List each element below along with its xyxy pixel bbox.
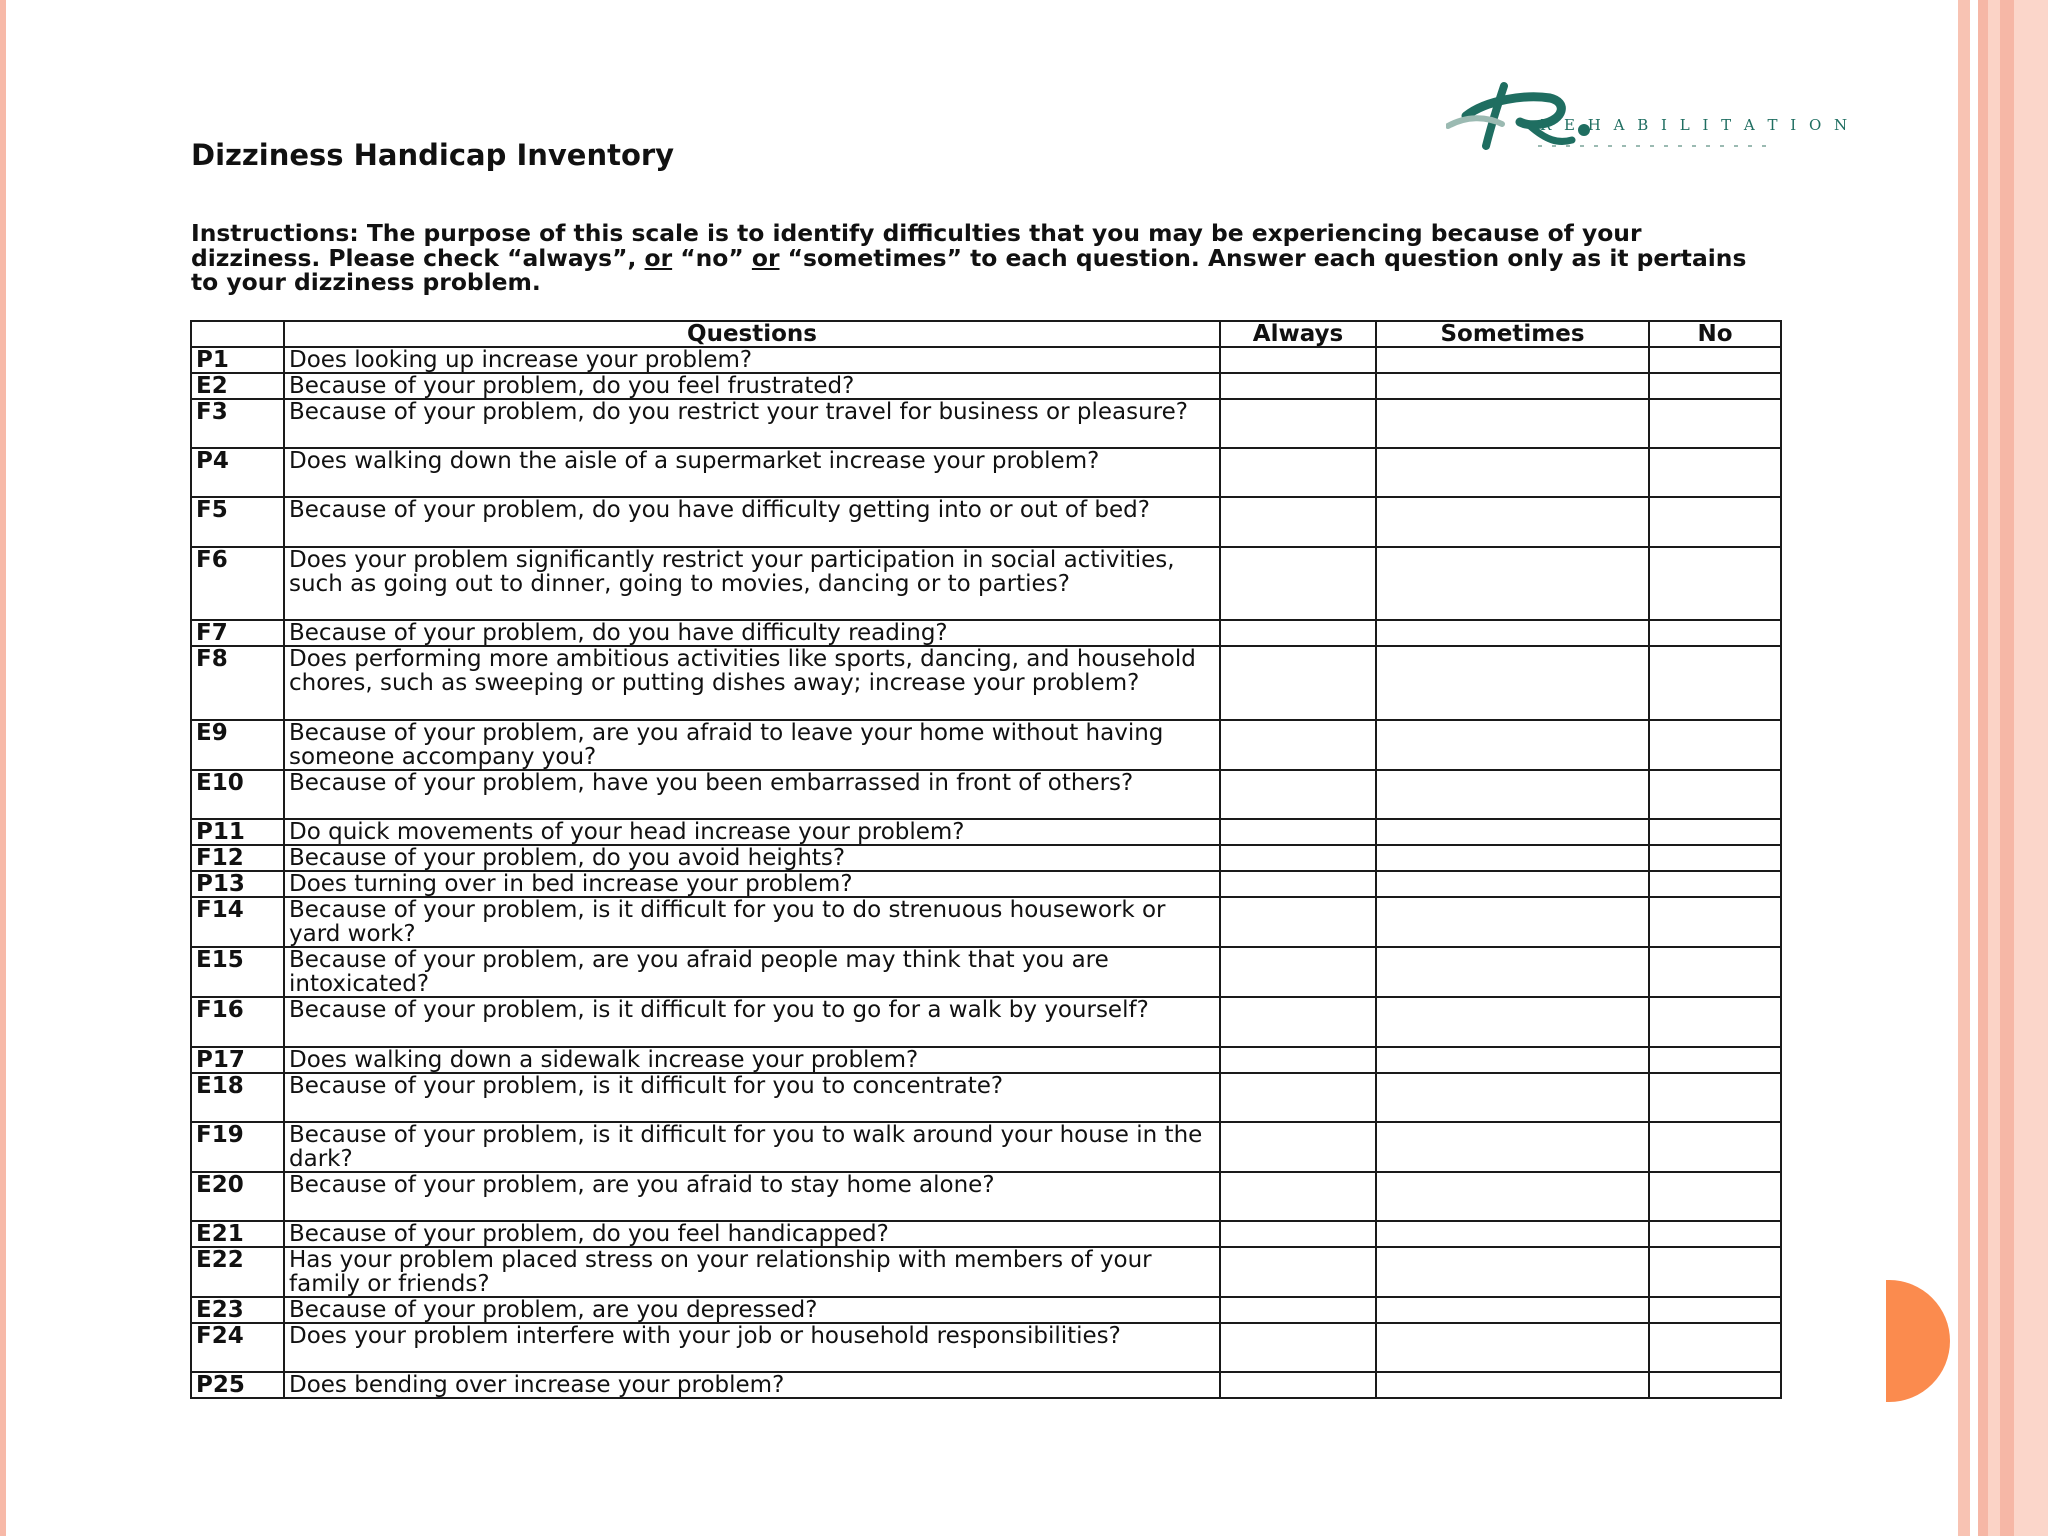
table-row (191, 770, 1781, 819)
answer-cell-no[interactable] (1649, 646, 1781, 720)
table-row (191, 997, 1781, 1046)
slide-accent-semicircle (1886, 1280, 1950, 1402)
header-no: No (1649, 321, 1781, 347)
answer-cell-sometimes[interactable] (1376, 1047, 1649, 1073)
answer-cell-sometimes[interactable] (1376, 1247, 1649, 1297)
answer-cell-sometimes[interactable] (1376, 1073, 1649, 1122)
answer-cell-no[interactable] (1649, 347, 1781, 373)
table-row (191, 497, 1781, 546)
answer-cell-always[interactable] (1220, 947, 1376, 997)
answer-cell-always[interactable] (1220, 1122, 1376, 1172)
table-row (191, 347, 1781, 373)
answer-cell-sometimes[interactable] (1376, 1323, 1649, 1372)
answer-cell-always[interactable] (1220, 1323, 1376, 1372)
question-code: E18 (191, 1073, 284, 1122)
answer-cell-always[interactable] (1220, 1073, 1376, 1122)
table-row (191, 547, 1781, 621)
question-text: Because of your problem, are you depressed? (284, 1297, 1220, 1323)
question-text: Do quick movements of your head increase your problem? (284, 819, 1220, 845)
question-code: P13 (191, 871, 284, 897)
answer-cell-sometimes[interactable] (1376, 373, 1649, 399)
header-code (191, 321, 284, 347)
answer-cell-no[interactable] (1649, 547, 1781, 621)
right-border-gap (1970, 0, 1978, 1536)
table-row (191, 720, 1781, 770)
question-text: Because of your problem, is it difficult for you to go for a walk by yourself? (284, 997, 1220, 1046)
answer-cell-no[interactable] (1649, 399, 1781, 448)
answer-cell-no[interactable] (1649, 448, 1781, 497)
question-code: F14 (191, 897, 284, 947)
question-text: Because of your problem, do you avoid heights? (284, 845, 1220, 871)
answer-cell-sometimes[interactable] (1376, 347, 1649, 373)
question-text: Because of your problem, are you afraid to leave your home without having someone accompany you? (284, 720, 1220, 770)
answer-cell-always[interactable] (1220, 1172, 1376, 1221)
question-code: P17 (191, 1047, 284, 1073)
question-text: Because of your problem, is it difficult for you to concentrate? (284, 1073, 1220, 1122)
answer-cell-no[interactable] (1649, 620, 1781, 646)
answer-cell-always[interactable] (1220, 373, 1376, 399)
question-code: E15 (191, 947, 284, 997)
question-code: E9 (191, 720, 284, 770)
question-code: P4 (191, 448, 284, 497)
question-text: Does walking down the aisle of a supermarket increase your problem? (284, 448, 1220, 497)
answer-cell-no[interactable] (1649, 897, 1781, 947)
table-row (191, 1172, 1781, 1221)
question-code: E20 (191, 1172, 284, 1221)
answer-cell-no[interactable] (1649, 1122, 1781, 1172)
question-code: E2 (191, 373, 284, 399)
right-border-stripe (2000, 0, 2014, 1536)
answer-cell-no[interactable] (1649, 1172, 1781, 1221)
answer-cell-always[interactable] (1220, 448, 1376, 497)
answer-cell-sometimes[interactable] (1376, 1221, 1649, 1247)
answer-cell-always[interactable] (1220, 547, 1376, 621)
header-questions: Questions (284, 321, 1220, 347)
answer-cell-no[interactable] (1649, 1323, 1781, 1372)
table-row (191, 1372, 1781, 1398)
question-code: E22 (191, 1247, 284, 1297)
instructions-part2: “no” (672, 243, 752, 272)
answer-cell-sometimes[interactable] (1376, 646, 1649, 720)
answer-cell-sometimes[interactable] (1376, 897, 1649, 947)
answer-cell-sometimes[interactable] (1376, 497, 1649, 546)
answer-cell-no[interactable] (1649, 1247, 1781, 1297)
question-text: Does looking up increase your problem? (284, 347, 1220, 373)
question-text: Does turning over in bed increase your problem? (284, 871, 1220, 897)
question-text: Because of your problem, do you have difficulty reading? (284, 620, 1220, 646)
answer-cell-no[interactable] (1649, 819, 1781, 845)
answer-cell-no[interactable] (1649, 845, 1781, 871)
table-row (191, 947, 1781, 997)
question-code: E10 (191, 770, 284, 819)
question-text: Because of your problem, is it difficult for you to do strenuous housework or yard work? (284, 897, 1220, 947)
table-header-row (191, 321, 1781, 347)
question-code: P25 (191, 1372, 284, 1398)
answer-cell-no[interactable] (1649, 720, 1781, 770)
answer-cell-sometimes[interactable] (1376, 819, 1649, 845)
question-code: F5 (191, 497, 284, 546)
answer-cell-always[interactable] (1220, 1221, 1376, 1247)
question-code: F6 (191, 547, 284, 621)
answer-cell-sometimes[interactable] (1376, 947, 1649, 997)
header-sometimes: Sometimes (1376, 321, 1649, 347)
question-code: F19 (191, 1122, 284, 1172)
answer-cell-sometimes[interactable] (1376, 620, 1649, 646)
answer-cell-no[interactable] (1649, 373, 1781, 399)
answer-cell-no[interactable] (1649, 497, 1781, 546)
question-code: P11 (191, 819, 284, 845)
instructions (191, 221, 1751, 295)
question-text: Because of your problem, are you afraid people may think that you are intoxicated? (284, 947, 1220, 997)
instructions-part1: Instructions: The purpose of this scale is to identify difficulties that you may be experiencing because of your dizziness. Please check “always”, (191, 219, 1642, 272)
question-code: F12 (191, 845, 284, 871)
right-border-stripe (2014, 0, 2048, 1536)
answer-cell-sometimes[interactable] (1376, 1122, 1649, 1172)
question-code: P1 (191, 347, 284, 373)
question-text: Because of your problem, have you been embarrassed in front of others? (284, 770, 1220, 819)
questions-table (190, 320, 1782, 1399)
answer-cell-sometimes[interactable] (1376, 399, 1649, 448)
instructions-part3: “sometimes” to each question. Answer each question only as it pertains to your dizziness problem. (191, 243, 1747, 296)
question-code: E21 (191, 1221, 284, 1247)
question-code: F8 (191, 646, 284, 720)
question-code: E23 (191, 1297, 284, 1323)
right-border-stripe (1958, 0, 1970, 1536)
answer-cell-sometimes[interactable] (1376, 1297, 1649, 1323)
answer-cell-sometimes[interactable] (1376, 770, 1649, 819)
answer-cell-no[interactable] (1649, 997, 1781, 1046)
answer-cell-sometimes[interactable] (1376, 720, 1649, 770)
answer-cell-always[interactable] (1220, 497, 1376, 546)
question-code: F24 (191, 1323, 284, 1372)
answer-cell-no[interactable] (1649, 1047, 1781, 1073)
answer-cell-always[interactable] (1220, 845, 1376, 871)
instructions-or-2: or (751, 243, 780, 272)
table-row (191, 620, 1781, 646)
right-border-stripe (1988, 0, 2000, 1536)
answer-cell-always[interactable] (1220, 399, 1376, 448)
answer-cell-sometimes[interactable] (1376, 1172, 1649, 1221)
question-text: Because of your problem, is it difficult for you to walk around your house in the dark? (284, 1122, 1220, 1172)
table-row (191, 897, 1781, 947)
table-row (191, 871, 1781, 897)
table-row (191, 448, 1781, 497)
answer-cell-always[interactable] (1220, 646, 1376, 720)
table-row (191, 1221, 1781, 1247)
table-row (191, 399, 1781, 448)
table-row (191, 1073, 1781, 1122)
answer-cell-no[interactable] (1649, 1073, 1781, 1122)
answer-cell-sometimes[interactable] (1376, 871, 1649, 897)
table-row (191, 646, 1781, 720)
question-text: Because of your problem, are you afraid to stay home alone? (284, 1172, 1220, 1221)
question-text: Because of your problem, do you feel handicapped? (284, 1221, 1220, 1247)
answer-cell-always[interactable] (1220, 1047, 1376, 1073)
answer-cell-no[interactable] (1649, 1221, 1781, 1247)
question-text: Because of your problem, do you have difficulty getting into or out of bed? (284, 497, 1220, 546)
answer-cell-always[interactable] (1220, 770, 1376, 819)
question-text: Does walking down a sidewalk increase your problem? (284, 1047, 1220, 1073)
answer-cell-always[interactable] (1220, 347, 1376, 373)
table-row (191, 819, 1781, 845)
question-text: Does performing more ambitious activities like sports, dancing, and household chores, such as sweeping or putting dishes away; increase your problem? (284, 646, 1220, 720)
left-edge-stripe (0, 0, 6, 1536)
answer-cell-sometimes[interactable] (1376, 997, 1649, 1046)
answer-cell-sometimes[interactable] (1376, 448, 1649, 497)
question-code: F7 (191, 620, 284, 646)
answer-cell-no[interactable] (1649, 947, 1781, 997)
answer-cell-sometimes[interactable] (1376, 845, 1649, 871)
answer-cell-no[interactable] (1649, 1297, 1781, 1323)
page-title: Dizziness Handicap Inventory (191, 138, 675, 172)
answer-cell-always[interactable] (1220, 620, 1376, 646)
question-text: Because of your problem, do you feel frustrated? (284, 373, 1220, 399)
answer-cell-always[interactable] (1220, 897, 1376, 947)
answer-cell-always[interactable] (1220, 819, 1376, 845)
table-row (191, 1247, 1781, 1297)
answer-cell-no[interactable] (1649, 871, 1781, 897)
question-text: Because of your problem, do you restrict your travel for business or pleasure? (284, 399, 1220, 448)
question-text: Does your problem interfere with your job or household responsibilities? (284, 1323, 1220, 1372)
answer-cell-always[interactable] (1220, 720, 1376, 770)
right-border-stripe (1978, 0, 1988, 1536)
answer-cell-always[interactable] (1220, 997, 1376, 1046)
answer-cell-sometimes[interactable] (1376, 547, 1649, 621)
question-text: Has your problem placed stress on your relationship with members of your family or friends? (284, 1247, 1220, 1297)
instructions-or-1: or (644, 243, 673, 272)
table-row (191, 845, 1781, 871)
table-row (191, 1323, 1781, 1372)
question-text: Does your problem significantly restrict your participation in social activities, such as going out to dinner, going to movies, dancing or to parties? (284, 547, 1220, 621)
question-code: F3 (191, 399, 284, 448)
answer-cell-always[interactable] (1220, 1247, 1376, 1297)
answer-cell-no[interactable] (1649, 770, 1781, 819)
table-row (191, 1047, 1781, 1073)
answer-cell-sometimes[interactable] (1376, 1372, 1649, 1398)
answer-cell-always[interactable] (1220, 1372, 1376, 1398)
answer-cell-no[interactable] (1649, 1372, 1781, 1398)
header-always: Always (1220, 321, 1376, 347)
question-text: Does bending over increase your problem? (284, 1372, 1220, 1398)
table-row (191, 1297, 1781, 1323)
question-code: F16 (191, 997, 284, 1046)
table-row (191, 373, 1781, 399)
answer-cell-always[interactable] (1220, 1297, 1376, 1323)
answer-cell-always[interactable] (1220, 871, 1376, 897)
logo-wordmark: R E H A B I L I T A T I O N (1540, 116, 1852, 134)
table-row (191, 1122, 1781, 1172)
